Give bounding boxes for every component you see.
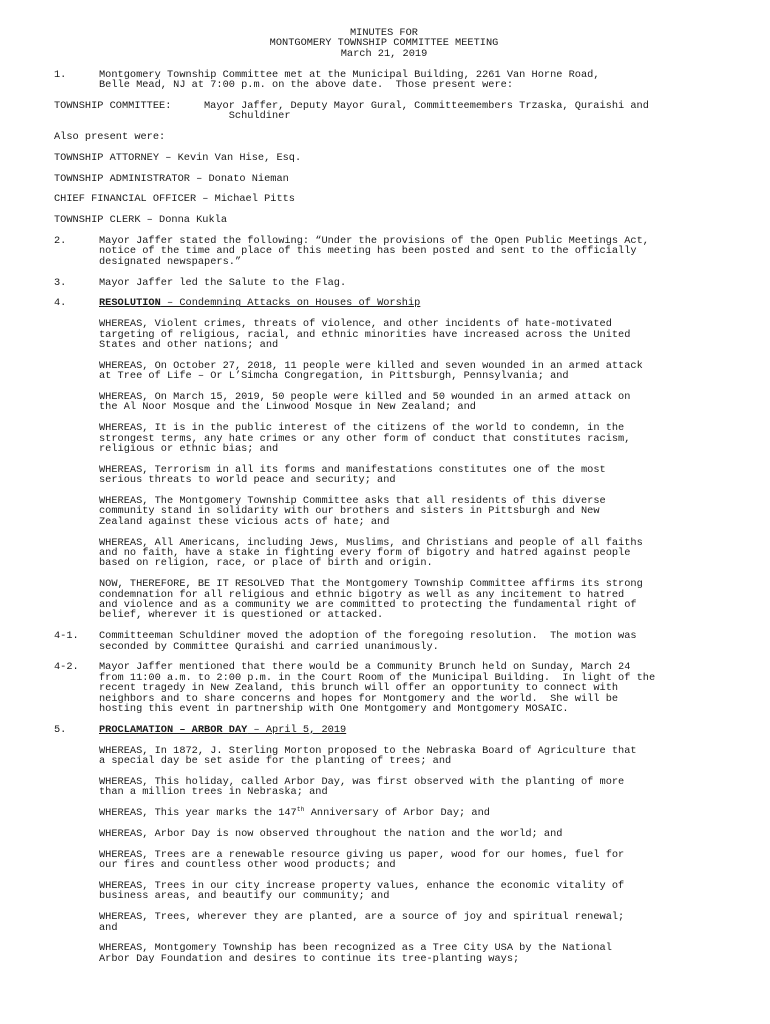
- anniversary-text-end: Anniversary of Arbor Day; and: [304, 807, 490, 820]
- committee-label: TOWNSHIP COMMITTEE:: [54, 99, 172, 112]
- resolution-paragraph: WHEREAS, On October 27, 2018, 11 people were killed and seven wounded in an armed attack at Tree of Life – Or L’Simcha Congregation, in Pittsburgh, Pennsylvania; and: [99, 359, 643, 383]
- resolution-paragraph: NOW, THEREFORE, BE IT RESOLVED That the Montgomery Township Committee affirms its strong condemnation for all religious and ethnic bigotry as well as any incitement to hatred and violence and as a community we are committed to protecting the fundamental right of belief, wherever it is questioned or attacked.: [99, 578, 643, 622]
- item-number: 5.: [54, 723, 67, 736]
- proclamation-paragraph: WHEREAS, Trees in our city increase property values, enhance the economic vitality of business areas, and beautify our community; and: [99, 879, 625, 903]
- proclamation-heading-title: PROCLAMATION – ARBOR DAY: [99, 723, 248, 736]
- item-4: [54, 298, 714, 308]
- item-4-2: [54, 662, 714, 714]
- resolution-paragraph: WHEREAS, Terrorism in all its forms and manifestations constitutes one of the most serious threats to world peace and security; and: [99, 463, 606, 487]
- official-administrator: TOWNSHIP ADMINISTRATOR – Donato Nieman: [54, 172, 289, 185]
- item-text: Mayor Jaffer led the Salute to the Flag.: [99, 276, 347, 289]
- item-text: Committeeman Schuldiner moved the adoption of the foregoing resolution. The motion was seconded by Committee Quraishi and carried unanimously.: [99, 630, 637, 653]
- resolution-paragraph: WHEREAS, It is in the public interest of the citizens of the world to condemn, in the strongest terms, any hate crimes or any other form of conduct that constitutes racism, religious or ethnic bias; and: [99, 422, 631, 456]
- item-number: 4-2.: [54, 661, 79, 674]
- document-header: [54, 28, 714, 59]
- proclamation-paragraph: WHEREAS, Montgomery Township has been recognized as a Tree City USA by the National Arbor Day Foundation and desires to continue its tree-planting ways;: [99, 942, 612, 965]
- proclamation-heading-date: – April 5, 2019: [247, 723, 347, 736]
- ordinal-suffix: th: [296, 806, 305, 814]
- item-number: 4.: [54, 297, 67, 310]
- resolution-paragraph: WHEREAS, The Montgomery Township Committee asks that all residents of this diverse community stand in solidarity with our brothers and sisters in Pittsburgh and New Zealand against these vicious acts of hate; and: [99, 495, 606, 528]
- also-present-label: Also present were:: [54, 131, 166, 144]
- official-cfo: CHIEF FINANCIAL OFFICER – Michael Pitts: [54, 193, 295, 206]
- header-title: MINUTES FOR: [350, 27, 418, 39]
- item-text: Mayor Jaffer stated the following: “Under the provisions of the Open Public Meetings Act, notice of the time and place of this meeting has been posted and sent to the officially designated newspapers.”: [99, 235, 649, 268]
- item-number: 1.: [54, 68, 67, 81]
- item-number: 3.: [54, 276, 67, 289]
- committee-members: Mayor Jaffer, Deputy Mayor Gural, Committeemembers Trzaska, Quraishi and Schuldiner: [204, 99, 649, 123]
- item-number: 2.: [54, 235, 67, 247]
- minutes-page: [54, 28, 714, 975]
- proclamation-paragraph-anniversary: [99, 808, 714, 818]
- resolution-heading: [99, 298, 714, 308]
- resolution-paragraph: WHEREAS, On March 15, 2019, 50 people were killed and 50 wounded in an armed attack on the Al Noor Mosque and the Linwood Mosque in New Zealand; and: [99, 391, 631, 414]
- item-number: 4-1.: [54, 630, 79, 643]
- anniversary-text-start: WHEREAS, This year marks the 147: [99, 807, 297, 820]
- resolution-paragraph: WHEREAS, All Americans, including Jews, Muslims, and Christians and people of all faiths and no faith, have a stake in fighting every form of bigotry and hatred against people based on religion, race, or place of birth and origin.: [99, 536, 643, 570]
- proclamation-heading: [99, 725, 714, 735]
- resolution-heading-title: RESOLUTION: [99, 297, 161, 310]
- proclamation-body: [99, 746, 714, 964]
- item-5: [54, 725, 714, 735]
- item-text: Montgomery Township Committee met at the Municipal Building, 2261 Van Horne Road, Belle Mead, NJ at 7:00 p.m. on the above date. Those present were:: [99, 68, 600, 92]
- proclamation-paragraph: WHEREAS, This holiday, called Arbor Day, was first observed with the planting of more than a million trees in Nebraska; and: [99, 775, 625, 799]
- item-1: [54, 70, 714, 91]
- item-text: Mayor Jaffer mentioned that there would be a Community Brunch held on Sunday, March 24 from 11:00 a.m. to 2:00 p.m. in the Court Room of the Municipal Building. In light of the recent tragedy in New Zealand, this brunch will offer an opportunity to connect with neighbors and to share concerns and hopes for Montgomery and the world. She will be hosting this event in partnership with One Montgomery and Montgomery MOSAIC.: [99, 661, 656, 716]
- item-3: [54, 278, 714, 288]
- proclamation-paragraph: WHEREAS, In 1872, J. Sterling Morton proposed to the Nebraska Board of Agriculture that a special day be set aside for the planting of trees; and: [99, 744, 637, 768]
- proclamation-paragraph: WHEREAS, Arbor Day is now observed throughout the nation and the world; and: [99, 827, 563, 840]
- item-2: [54, 236, 714, 267]
- resolution-heading-subject: – Condemning Attacks on Houses of Worship: [160, 297, 421, 310]
- proclamation-paragraph: WHEREAS, Trees are a renewable resource giving us paper, wood for our homes, fuel for our fires and countless other wood products; and: [99, 848, 625, 872]
- proclamation-paragraph: WHEREAS, Trees, wherever they are planted, are a source of joy and spiritual renewal; and: [99, 911, 625, 934]
- resolution-body: [99, 319, 714, 621]
- header-meeting: MONTGOMERY TOWNSHIP COMMITTEE MEETING: [269, 37, 499, 50]
- item-4-1: [54, 631, 714, 652]
- official-clerk: TOWNSHIP CLERK – Donna Kukla: [54, 214, 228, 227]
- official-attorney: TOWNSHIP ATTORNEY – Kevin Van Hise, Esq.: [54, 151, 302, 164]
- header-date: March 21, 2019: [340, 47, 428, 60]
- committee-row: [54, 101, 714, 122]
- resolution-paragraph: WHEREAS, Violent crimes, threats of violence, and other incidents of hate-motivated targeting of religious, racial, and ethnic minorities have increased across the United States and other nations; and: [99, 318, 631, 352]
